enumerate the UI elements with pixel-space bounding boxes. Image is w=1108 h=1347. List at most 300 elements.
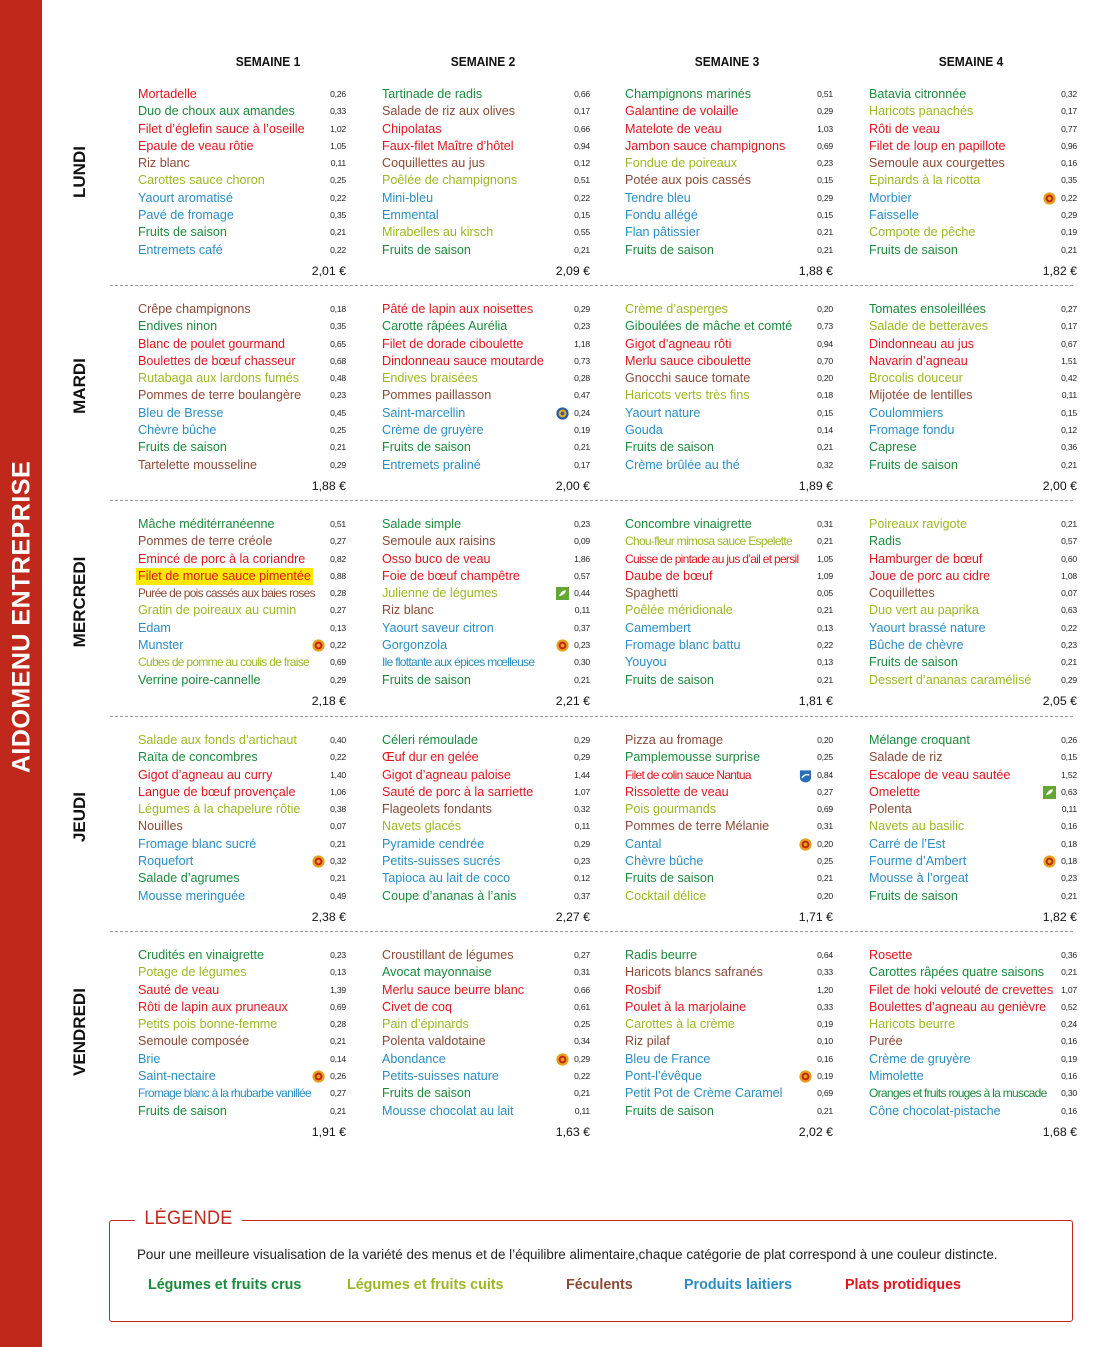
dish-name: Faisselle — [869, 208, 919, 223]
dish-row — [625, 801, 833, 818]
dish-row — [382, 155, 590, 172]
dish-price: 0,17 — [574, 459, 590, 470]
dish-name: Epaule de veau rôtie — [138, 138, 254, 153]
dish-name: Fruits de saison — [869, 457, 958, 472]
dish-price: 0,19 — [1061, 227, 1077, 238]
dish-row — [138, 533, 346, 550]
menu-cell — [869, 301, 1077, 493]
dish-name: Fruits de saison — [382, 242, 471, 257]
aop-label-icon — [1043, 192, 1056, 205]
dish-name: Ile flottante aux épices mœlleuse — [382, 655, 535, 670]
dish-row — [869, 964, 1077, 981]
dish-row — [382, 947, 590, 964]
dish-price: 0,94 — [817, 338, 833, 349]
day-total: 1,63 € — [555, 1125, 590, 1139]
dish-price: 0,21 — [330, 1105, 346, 1116]
dish-price: 0,21 — [1061, 657, 1077, 668]
dish-price: 0,51 — [574, 175, 590, 186]
dish-price: 0,29 — [574, 752, 590, 763]
dish-name: Crème de gruyère — [869, 1051, 971, 1066]
dish-name: Fromage blanc battu — [625, 638, 741, 653]
dish-price: 0,28 — [574, 373, 590, 384]
dish-row — [382, 387, 590, 404]
day-total: 2,21 € — [555, 694, 590, 708]
dish-list — [869, 947, 1077, 1120]
dish-row — [382, 86, 590, 103]
dish-name: Fromage blanc à la rhubarbe vanillée — [138, 1086, 311, 1101]
dish-price: 0,23 — [574, 856, 590, 867]
dish-name: Crème brûlée au thé — [625, 457, 740, 472]
dish-row — [625, 1085, 833, 1102]
dish-name: Pizza au fromage — [625, 733, 724, 747]
dish-name: Salade de betteraves — [869, 319, 989, 334]
dish-price: 0,21 — [574, 442, 590, 453]
dish-list — [625, 732, 833, 905]
dish-price: 0,37 — [574, 622, 590, 633]
dish-row — [869, 818, 1077, 835]
igp-label-icon — [556, 407, 569, 420]
dish-name: Crudités en vinaigrette — [138, 948, 265, 962]
dish-name: Navets au basilic — [869, 819, 965, 834]
aop-label-icon — [556, 1053, 569, 1066]
dish-row — [869, 836, 1077, 853]
dish-row — [625, 732, 833, 749]
dish-name: Yaourt saveur citron — [382, 620, 494, 635]
dish-name: Merlu sauce beurre blanc — [382, 982, 525, 997]
dish-name: Haricots blancs safranés — [625, 965, 763, 980]
dish-name: Fruits de saison — [138, 1103, 227, 1118]
dish-price: 0,69 — [330, 1001, 346, 1012]
dish-name: Emmental — [382, 208, 439, 223]
dish-row — [382, 551, 590, 568]
dish-name: Osso buco de veau — [382, 551, 491, 566]
dish-row — [382, 602, 590, 619]
dish-price: 0,16 — [1061, 1071, 1077, 1082]
dish-price: 0,69 — [817, 140, 833, 151]
dish-row — [869, 138, 1077, 155]
dish-row — [869, 318, 1077, 335]
dish-row — [382, 836, 590, 853]
dish-row — [382, 207, 590, 224]
dish-name: Légumes à la chapelure rôtie — [138, 802, 301, 817]
dish-list — [625, 86, 833, 259]
dish-name: Hamburger de bœuf — [869, 551, 983, 566]
dish-price: 0,21 — [817, 536, 833, 547]
dish-price: 0,27 — [330, 605, 346, 616]
dish-row — [869, 767, 1077, 784]
dish-price: 0,29 — [1061, 210, 1077, 221]
menu-cell — [382, 732, 590, 924]
dish-name: Saint-marcellin — [382, 405, 466, 420]
dish-row — [869, 353, 1077, 370]
dish-row — [382, 172, 590, 189]
dish-row — [625, 387, 833, 404]
dish-row — [869, 224, 1077, 241]
day-divider — [110, 716, 1073, 717]
dish-row — [625, 784, 833, 801]
dish-row — [869, 242, 1077, 259]
dish-name: Carré de l’Est — [869, 836, 946, 851]
dish-name: Pyramide cendrée — [382, 836, 485, 851]
dish-list — [625, 301, 833, 474]
menu-cell — [869, 86, 1077, 278]
dish-price: 0,11 — [330, 158, 346, 169]
dish-list — [382, 732, 590, 905]
dish-price: 0,21 — [330, 873, 346, 884]
dish-price: 0,13 — [817, 622, 833, 633]
dish-name: Filet de loup en papillote — [869, 138, 1006, 153]
dish-price: 0,22 — [574, 192, 590, 203]
day-total: 2,38 € — [311, 910, 346, 924]
dish-price: 0,14 — [330, 1053, 346, 1064]
menu-cell — [138, 516, 346, 708]
dish-price: 0,21 — [817, 605, 833, 616]
dish-price: 0,16 — [1061, 1036, 1077, 1047]
dish-name: Omelette — [869, 784, 921, 799]
dish-row — [138, 370, 346, 387]
week-header: SEMAINE 1 — [235, 54, 301, 69]
dish-row — [382, 405, 590, 422]
dish-price: 0,88 — [330, 570, 346, 581]
dish-name: Bleu de Bresse — [138, 405, 224, 420]
dish-row — [138, 767, 346, 784]
menu-cell — [869, 732, 1077, 924]
dish-price: 0,26 — [1061, 735, 1077, 745]
dish-price: 0,29 — [330, 674, 346, 685]
dish-price: 1,09 — [817, 570, 833, 581]
dish-name: Cubes de pomme au coulis de fraise — [138, 655, 309, 670]
dish-row — [138, 888, 346, 905]
dish-row — [625, 190, 833, 207]
dish-row — [625, 301, 833, 318]
dish-price: 1,07 — [574, 786, 590, 797]
dish-row — [869, 1016, 1077, 1033]
dish-price: 0,07 — [1061, 588, 1077, 599]
dish-name: Crème de gruyère — [382, 423, 484, 438]
dish-name: Tomates ensoleillées — [869, 302, 986, 316]
dish-price: 0,35 — [1061, 175, 1077, 186]
dish-row — [625, 672, 833, 689]
dish-name: Pommes de terre Mélanie — [625, 819, 770, 834]
day-label: MERCREDI — [70, 556, 89, 648]
dish-price: 0,15 — [817, 210, 833, 221]
dish-name: Mijotée de lentilles — [869, 388, 973, 403]
dish-price: 0,27 — [330, 1088, 346, 1099]
dish-row — [869, 1085, 1077, 1102]
dish-name: Fruits de saison — [869, 655, 958, 670]
dish-row — [138, 172, 346, 189]
dish-row — [625, 103, 833, 120]
dish-price: 0,35 — [330, 321, 346, 332]
dish-price: 0,16 — [817, 1053, 833, 1064]
dish-row — [138, 103, 346, 120]
dish-name: Oranges et fruits rouges à la muscade — [869, 1086, 1047, 1101]
dish-name: Coquillettes — [869, 586, 935, 601]
dish-name: Camembert — [625, 620, 691, 635]
dish-name: Salade simple — [382, 517, 462, 531]
day-label: MARDI — [70, 358, 89, 414]
dish-name: Fruits de saison — [138, 225, 227, 240]
dish-row — [382, 242, 590, 259]
dish-row — [382, 568, 590, 585]
dish-price: 0,42 — [1061, 373, 1077, 384]
dish-name: Filet de morue sauce pimentée — [136, 568, 313, 585]
dish-row — [625, 982, 833, 999]
dish-name: Langue de bœuf provençale — [138, 784, 296, 799]
dish-row — [138, 654, 346, 671]
dish-price: 0,32 — [1061, 89, 1077, 99]
dish-price: 0,15 — [1061, 407, 1077, 418]
dish-row — [869, 602, 1077, 619]
dish-row — [382, 637, 590, 654]
dish-row — [625, 121, 833, 138]
dish-name: Entremets praliné — [382, 457, 481, 472]
menu-cell — [625, 86, 833, 278]
dish-name: Gorgonzola — [382, 638, 448, 653]
dish-row — [382, 1051, 590, 1068]
dish-price: 0,16 — [1061, 158, 1077, 169]
dish-price: 0,12 — [574, 158, 590, 169]
dish-price: 0,21 — [1061, 459, 1077, 470]
dish-price: 0,16 — [1061, 1105, 1077, 1116]
dish-name: Polenta — [869, 802, 912, 817]
dish-name: Sauté de porc à la sarriette — [382, 784, 534, 799]
dish-row — [869, 439, 1077, 456]
dish-price: 1,02 — [330, 123, 346, 134]
dish-row — [138, 637, 346, 654]
day-label: JEUDI — [70, 791, 89, 843]
dish-list — [138, 86, 346, 259]
dish-price: 0,19 — [574, 425, 590, 436]
menu-cell — [382, 516, 590, 708]
dish-row — [625, 1051, 833, 1068]
dish-name: Salade de riz aux olives — [382, 104, 516, 119]
dish-price: 0,25 — [817, 752, 833, 763]
dish-name: Salade d’agrumes — [138, 871, 240, 886]
dish-price: 0,21 — [574, 1088, 590, 1099]
dish-row — [382, 1103, 590, 1120]
dish-row — [869, 888, 1077, 905]
day-total: 1,82 € — [1042, 264, 1077, 278]
dish-price: 0,13 — [330, 622, 346, 633]
dish-price: 0,21 — [574, 674, 590, 685]
legend-category-dairy: Produits laitiers — [684, 1277, 793, 1293]
dish-row — [138, 1033, 346, 1050]
dish-row — [138, 405, 346, 422]
dish-row — [869, 387, 1077, 404]
dish-row — [382, 190, 590, 207]
dish-row — [625, 516, 833, 533]
dish-price: 0,77 — [1061, 123, 1077, 134]
dish-row — [138, 301, 346, 318]
dish-list — [869, 301, 1077, 474]
dish-name: Mirabelles au kirsch — [382, 225, 494, 240]
brand-title: AIDOMENU ENTREPRISE — [7, 460, 36, 774]
dish-name: Fruits de saison — [625, 871, 714, 886]
dish-price: 0,29 — [817, 106, 833, 117]
day-total: 2,01 € — [311, 264, 346, 278]
dish-row — [382, 353, 590, 370]
dish-price: 0,22 — [1061, 622, 1077, 633]
dish-price: 0,29 — [330, 459, 346, 470]
dish-row — [382, 516, 590, 533]
dish-row — [625, 224, 833, 241]
dish-name: Chèvre bûche — [625, 854, 704, 869]
dish-name: Spaghetti — [625, 586, 679, 601]
dish-name: Filet de dorade ciboulette — [382, 336, 524, 351]
dish-price: 0,40 — [330, 735, 346, 745]
dish-price: 0,21 — [1061, 244, 1077, 255]
dish-name: Rôti de veau — [869, 121, 940, 136]
legend-title: LÉGENDE — [135, 1208, 242, 1230]
dish-name: Cuisse de pintade au jus d’ail et persil — [625, 551, 799, 566]
dish-row — [382, 121, 590, 138]
dish-row — [138, 1068, 346, 1085]
dish-row — [625, 654, 833, 671]
dish-name: Radis — [869, 534, 902, 549]
dish-row — [625, 155, 833, 172]
dish-price: 0,70 — [817, 355, 833, 366]
dish-price: 0,18 — [1061, 838, 1077, 849]
dish-name: Chèvre bûche — [138, 423, 217, 438]
dish-price: 0,25 — [817, 856, 833, 867]
dish-name: Merlu sauce ciboulette — [625, 353, 752, 368]
dish-price: 0,55 — [574, 227, 590, 238]
dish-name: Brie — [138, 1051, 161, 1066]
dish-name: Munster — [138, 638, 184, 653]
dish-row — [382, 103, 590, 120]
dish-row — [625, 767, 833, 784]
dish-row — [625, 870, 833, 887]
dish-price: 0,36 — [1061, 442, 1077, 453]
dish-price: 0,69 — [330, 657, 346, 668]
dish-price: 0,63 — [1061, 605, 1077, 616]
dish-row — [382, 301, 590, 318]
dish-price: 0,29 — [1061, 674, 1077, 685]
dish-name: Mini-bleu — [382, 190, 434, 205]
dish-price: 0,20 — [817, 890, 833, 901]
dish-price: 0,16 — [1061, 821, 1077, 832]
day-total: 2,18 € — [311, 694, 346, 708]
dish-price: 0,11 — [1061, 804, 1077, 815]
dish-row — [625, 551, 833, 568]
dish-name: Galantine de volaille — [625, 104, 739, 119]
dish-price: 0,20 — [817, 373, 833, 384]
dish-price: 0,15 — [817, 175, 833, 186]
dish-name: Dindonneau au jus — [869, 336, 975, 351]
dish-row — [138, 620, 346, 637]
dish-name: Bûche de chèvre — [869, 638, 964, 653]
dish-name: Coupe d’ananas à l’anis — [382, 888, 517, 903]
dish-price: 0,29 — [574, 735, 590, 745]
dish-price: 0,23 — [330, 950, 346, 960]
dish-row — [625, 888, 833, 905]
dish-name: Yaourt brassé nature — [869, 620, 986, 635]
dish-price: 0,23 — [1061, 640, 1077, 651]
dish-row — [869, 947, 1077, 964]
dish-row — [869, 190, 1077, 207]
dish-list — [625, 516, 833, 689]
dish-row — [138, 999, 346, 1016]
dish-row — [625, 370, 833, 387]
dish-row — [869, 732, 1077, 749]
menu-cell — [625, 301, 833, 493]
dish-price: 0,22 — [330, 244, 346, 255]
dish-name: Fruits de saison — [382, 440, 471, 455]
dish-row — [625, 853, 833, 870]
dish-row — [869, 585, 1077, 602]
legend-category-starch: Féculents — [566, 1277, 633, 1293]
dish-name: Endives braisées — [382, 371, 478, 386]
dish-name: Abondance — [382, 1051, 446, 1066]
dish-row — [625, 1068, 833, 1085]
dish-row — [138, 121, 346, 138]
legend-description: Pour une meilleure visualisation de la variété des menus et de l’équilibre alimentaire,chaque catégorie de plat correspond à une couleur distincte. — [137, 1247, 998, 1262]
dish-name: Chou-fleur mimosa sauce Espelette — [625, 534, 792, 549]
dish-price: 0,25 — [574, 1019, 590, 1030]
dish-price: 0,84 — [817, 769, 833, 780]
dish-row — [138, 1085, 346, 1102]
day-divider — [110, 500, 1073, 501]
dish-row — [138, 86, 346, 103]
dish-row — [625, 999, 833, 1016]
week-header: SEMAINE 3 — [694, 54, 760, 69]
dish-price: 0,22 — [574, 1071, 590, 1082]
dish-name: Filet de hoki velouté de crevettes — [869, 982, 1054, 997]
dish-row — [382, 138, 590, 155]
dish-price: 0,33 — [330, 106, 346, 117]
dish-row — [382, 767, 590, 784]
dish-name: Verrine poire-cannelle — [138, 672, 261, 687]
dish-row — [138, 336, 346, 353]
day-label: VENDREDI — [70, 988, 89, 1076]
dish-name: Haricots beurre — [869, 1017, 956, 1032]
dish-row — [138, 585, 346, 602]
dish-name: Dessert d’ananas caramélisé — [869, 672, 1032, 687]
dish-row — [625, 353, 833, 370]
aop-label-icon — [799, 1070, 812, 1083]
dish-row — [625, 836, 833, 853]
dish-price: 0,17 — [574, 106, 590, 117]
dish-name: Petits pois bonne-femme — [138, 1017, 278, 1032]
menu-cell — [138, 732, 346, 924]
dish-row — [625, 1033, 833, 1050]
dish-name: Edam — [138, 620, 171, 635]
dish-price: 0,21 — [574, 244, 590, 255]
dish-name: Purée — [869, 1034, 903, 1049]
dish-row — [382, 964, 590, 981]
dish-price: 0,15 — [574, 210, 590, 221]
dish-price: 1,07 — [1061, 984, 1077, 995]
dish-name: Roquefort — [138, 854, 194, 869]
dish-price: 1,52 — [1061, 769, 1077, 780]
dish-row — [625, 620, 833, 637]
dish-row — [138, 784, 346, 801]
dish-name: Brocolis douceur — [869, 371, 963, 386]
dish-row — [382, 672, 590, 689]
dish-name: Fromage blanc sucré — [138, 836, 257, 851]
dish-price: 0,11 — [1061, 390, 1077, 401]
dish-name: Rôti de lapin aux pruneaux — [138, 999, 288, 1014]
dish-row — [625, 207, 833, 224]
dish-row — [382, 1068, 590, 1085]
dish-name: Purée de pois cassés aux baies roses — [138, 586, 315, 601]
dish-price: 0,66 — [574, 89, 590, 99]
dish-price: 0,29 — [574, 838, 590, 849]
dish-price: 0,26 — [330, 89, 346, 99]
dish-price: 0,27 — [330, 536, 346, 547]
dish-row — [382, 654, 590, 671]
